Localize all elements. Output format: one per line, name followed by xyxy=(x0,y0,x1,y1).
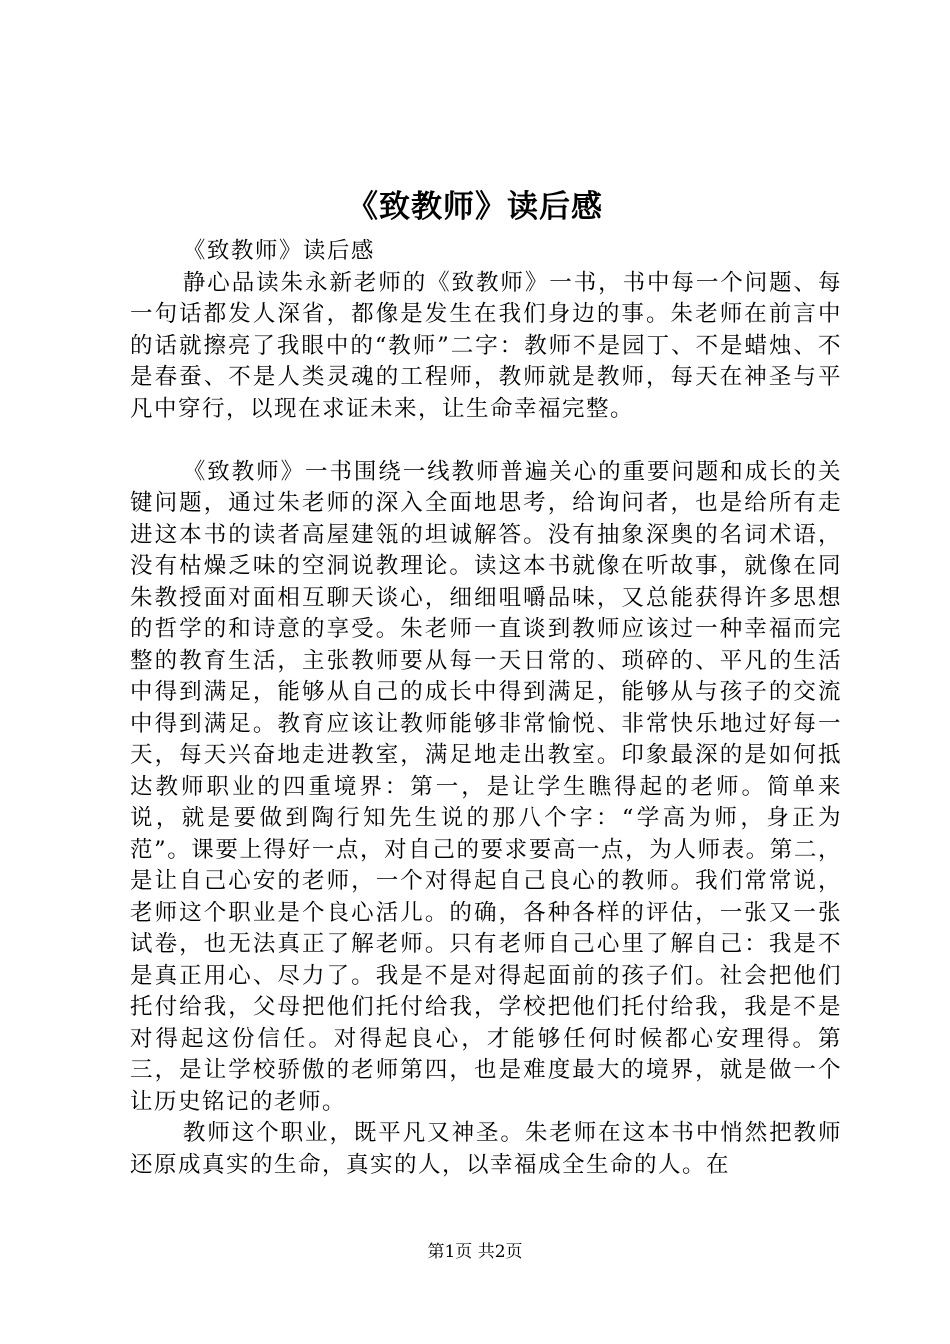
document-title: 《致教师》读后感 xyxy=(347,189,603,225)
paragraph-1: 静心品读朱永新老师的《致教师》一书，书中每一个问题、每一句话都发人深省，都像是发生在我们身边的事。朱老师在前言中的话就擦亮了我眼中的“教师”二字：教师不是园丁、不是蜡烛、不是春蚕、不是人类灵魂的工程师，教师就是教师，每天在神圣与平凡中穿行，以现在求证未来，让生命幸福完整。 xyxy=(130,269,842,422)
paragraph-subtitle: 《致教师》读后感 xyxy=(182,238,375,264)
document-body xyxy=(130,236,842,1181)
paragraph-3: 教师这个职业，既平凡又神圣。朱老师在这本书中悄然把教师还原成真实的生命，真实的人，以幸福成全生命的人。在 xyxy=(130,1120,842,1178)
page-footer: 第1页 共2页 xyxy=(427,1242,523,1262)
paragraph-2: 《致教师》一书围绕一线教师普遍关心的重要问题和成长的关键问题，通过朱老师的深入全面地思考，给询问者，也是给所有走进这本书的读者高屋建瓴的坦诚解答。没有抽象深奥的名词术语，没有枯燥乏味的空洞说教理论。读这本书就像在听故事，就像在同朱教授面对面相互聊天谈心，细细咀嚼品味，又总能获得许多思想的哲学的和诗意的享受。朱老师一直谈到教师应该过一种幸福而完整的教育生活，主张教师要从每一天日常的、琐碎的、平凡的生活中得到满足，能够从自己的成长中得到满足，能够从与孩子的交流中得到满足。教育应该让教师能够非常愉悦、非常快乐地过好每一天，每天兴奋地走进教室，满足地走出教室。印象最深的是如何抵达教师职业的四重境界：第一，是让学生瞧得起的老师。简单来说，就是要做到陶行知先生说的那八个字：“学高为师，身正为范”。课要上得好一点，对自己的要求要高一点，为人师表。第二，是让自己心安的老师，一个对得起自己良心的教师。我们常常说，老师这个职业是个良心活儿。的确，各种各样的评估，一张又一张试卷，也无法真正了解老师。只有老师自己心里了解自己：我是不是真正用心、尽力了。我是不是对得起面前的孩子们。社会把他们托付给我，父母把他们托付给我，学校把他们托付给我，我是不是对得起这份信任。对得起良心，才能够任何时候都心安理得。第三，是让学校骄傲的老师第四，也是难度最大的境界，就是做一个让历史铭记的老师。 xyxy=(130,458,842,1115)
